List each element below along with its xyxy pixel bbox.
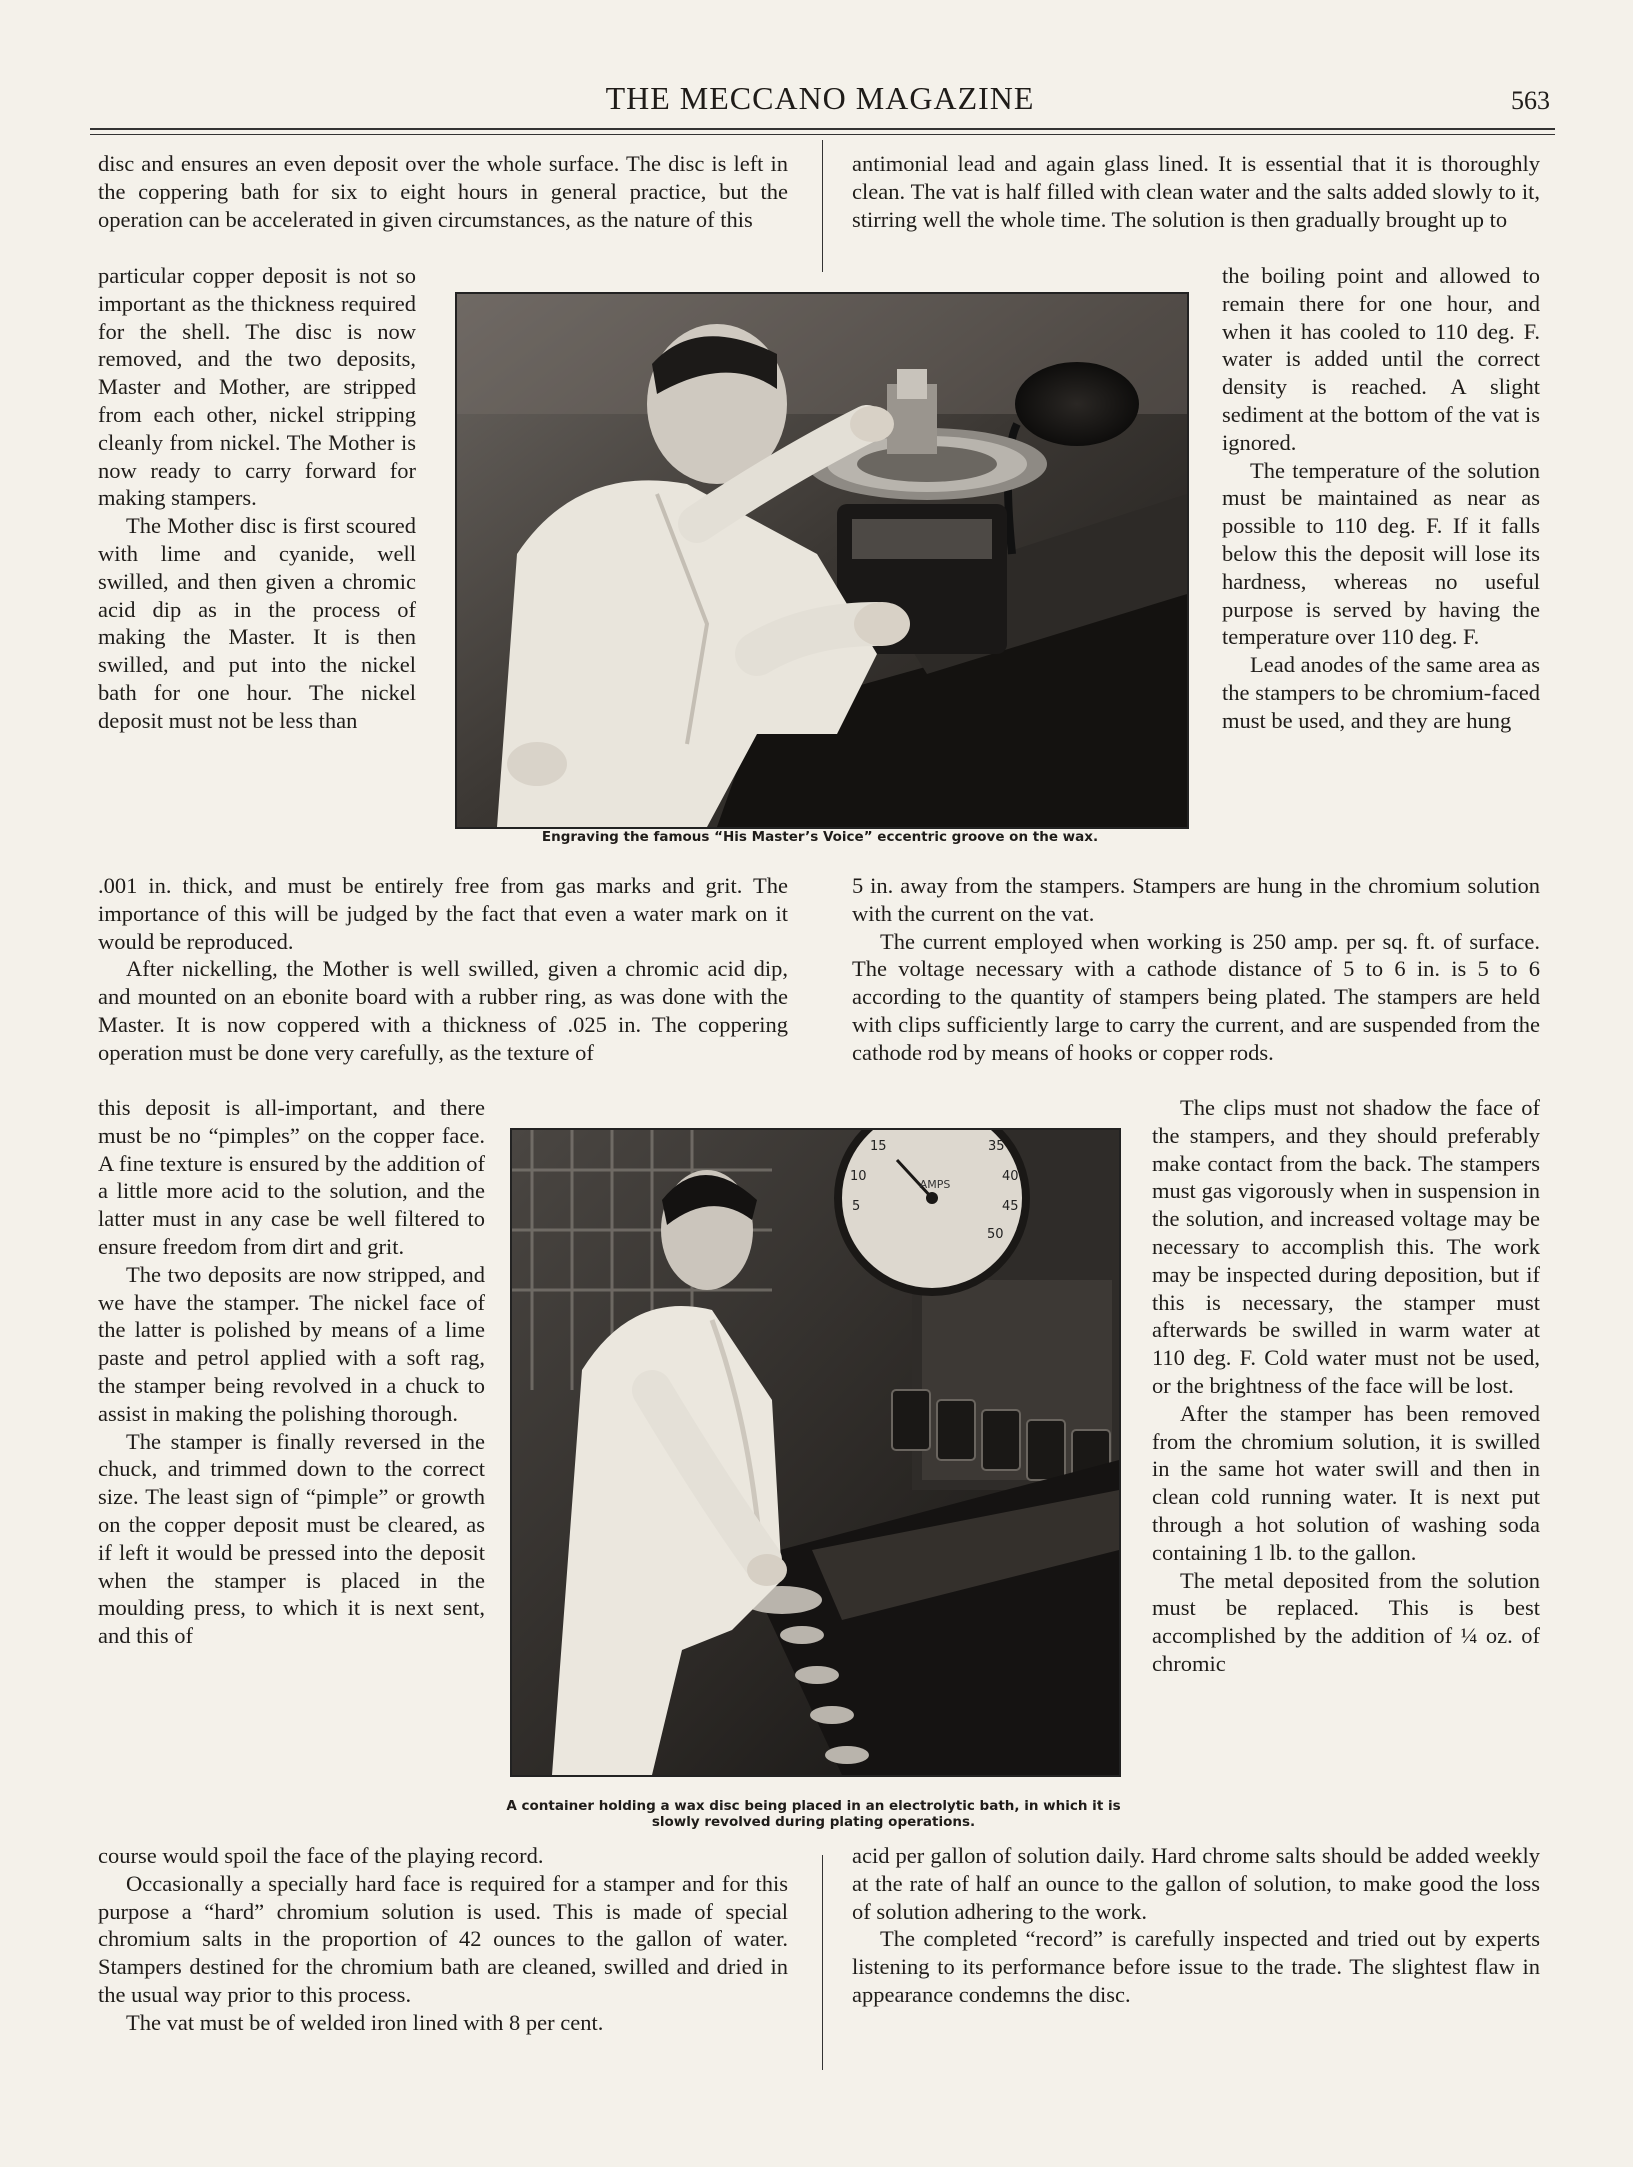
- page-number: 563: [1511, 86, 1550, 115]
- left-text-wrap-b: [98, 1094, 485, 1650]
- ammeter-tick: 50: [987, 1227, 1004, 1242]
- paragraph: particular copper deposit is not so important as the thickness required for the shell. The disc is now removed, and the two deposits, Master and Mother, are stripped from each other, nickel stripping cleanly from nickel. The Mother is now ready to carry forward for making stampers.: [98, 263, 416, 511]
- column-divider-bottom: [822, 1855, 823, 2070]
- magazine-title: THE MECCANO MAGAZINE: [605, 80, 1035, 116]
- photo-engraving-groove: [455, 292, 1189, 829]
- paragraph: The current employed when working is 250 amp. per sq. ft. of surface. The voltage necessary with a cathode distance of 5 to 6 in. is 5 to 6 according to the quantity of stampers being plated. The stampers are held with clips sufficiently large to carry the current, and are suspended from the cathode rod by means of hooks or copper rods.: [852, 928, 1540, 1065]
- photo-engraving-caption: Engraving the famous “His Master’s Voice” eccentric groove on the wax.: [541, 829, 1099, 845]
- paragraph: course would spoil the face of the playing record.: [98, 1843, 544, 1868]
- paragraph: The vat must be of welded iron lined with 8 per cent.: [126, 2009, 604, 2035]
- paragraph: After the stamper has been removed from the chromium solution, it is swilled in the same hot water swill and then in clean cold running water. It is next put through a hot solution of washing soda containing 1 lb. to the gallon.: [1152, 1400, 1540, 1565]
- right-text-mid: [852, 872, 1540, 1067]
- right-text-wrap-b: [1152, 1094, 1540, 1678]
- paragraph: The stamper is finally reversed in the chuck, and trimmed down to the correct size. The least sign of “pimple” or growth on the copper deposit must be cleared, as if left it would be pressed into the deposit when the stamper is placed in the moulding press, to which it is next sent, and this of: [98, 1428, 485, 1649]
- left-text-top: [98, 150, 788, 233]
- paragraph: The clips must not shadow the face of the stampers, and they should preferably make contact from the back. The stampers must gas vigorously when in suspension in the solution, and increased voltage may be necessary to accomplish this. The work may be inspected during deposition, but if this is necessary, the stamper must afterwards be swilled in warm water at 110 deg. F. Cold water must not be used, or the brightness of the face will be lost.: [1152, 1095, 1540, 1398]
- ammeter-tick: 35: [988, 1139, 1005, 1154]
- paragraph: Lead anodes of the same area as the stampers to be chromium-faced must be used, and they are hung: [1222, 652, 1540, 733]
- photo-electrolytic-bath: [510, 1128, 1121, 1777]
- ammeter-tick: 45: [1002, 1199, 1019, 1214]
- paragraph: Occasionally a specially hard face is required for a stamper and for this purpose a “hard” chromium solution is used. This is made of special chromium salts in the proportion of 42 ounces to the gallon of water. Stampers destined for the chromium bath are cleaned, swilled and dried in the usual way prior to this process.: [98, 1870, 788, 2007]
- photo-bath-image: [512, 1130, 1119, 1775]
- left-text-bottom: [98, 1842, 788, 2037]
- paragraph: antimonial lead and again glass lined. It is essential that it is thoroughly clean. The vat is half filled with clean water and the salts added slowly to it, stirring well the whole time. The solution is then gradually brought up to: [852, 151, 1540, 232]
- photo-engraving-image: [457, 294, 1187, 827]
- right-text-bottom: [852, 1842, 1540, 2009]
- header-rule-thin: [90, 134, 1555, 135]
- ammeter-dial: [838, 1130, 1026, 1292]
- ammeter-tick: 10: [850, 1169, 867, 1184]
- paragraph: The temperature of the solution must be maintained as near as possible to 110 deg. F. If it falls below this the deposit will lose its hardness, whereas no useful purpose is served by having the temperature over 110 deg. F.: [1222, 457, 1540, 650]
- ammeter-tick: 40: [1002, 1169, 1019, 1184]
- right-text-top: [852, 150, 1540, 233]
- paragraph: The metal deposited from the solution must be replaced. This is best accomplished by the addition of ¼ oz. of chromic: [1152, 1567, 1540, 1676]
- column-divider-top: [822, 140, 823, 272]
- right-text-wrap-a: [1222, 262, 1540, 735]
- paragraph: this deposit is all-important, and there must be no “pimples” on the copper face. A fine texture is ensured by the addition of a little more acid to the solution, and the latter must in any case be well filtered to ensure freedom from dirt and grit.: [98, 1095, 485, 1259]
- paragraph: The two deposits are now stripped, and we have the stamper. The nickel face of the latter is polished by means of a lime paste and petrol applied with a soft rag, the stamper being revolved in a chuck to assist in making the polishing thorough.: [98, 1261, 485, 1426]
- page-header: [90, 80, 1550, 130]
- paragraph: After nickelling, the Mother is well swilled, given a chromic acid dip, and mounted on an ebonite board with a rubber ring, as was done with the Master. It is now coppered with a thickness of .025 in. The coppering operation must be done very carefully, as the texture of: [98, 956, 788, 1065]
- paragraph: acid per gallon of solution daily. Hard chrome salts should be added weekly at the rate of half an ounce to the gallon of solution, to make good the loss of solution adhering to the work.: [852, 1843, 1540, 1924]
- left-text-wrap-a: [98, 262, 416, 735]
- ammeter-tick: 15: [870, 1139, 887, 1154]
- paragraph: .001 in. thick, and must be entirely free from gas marks and grit. The importance of this will be judged by the fact that even a water mark on it would be reproduced.: [98, 873, 788, 954]
- ammeter-label: AMPS: [919, 1178, 951, 1191]
- paragraph: the boiling point and allowed to remain there for one hour, and when it has cooled to 110 deg. F. water is added until the correct density is reached. A slight sediment at the bottom of the vat is ignored.: [1222, 263, 1540, 455]
- paragraph: 5 in. away from the stampers. Stampers are hung in the chromium solution with the current on the vat.: [852, 873, 1540, 926]
- paragraph: The Mother disc is first scoured with lime and cyanide, well swilled, and then given a chromic acid dip as in the process of making the Master. It is then swilled, and put into the nickel bath for one hour. The nickel deposit must not be less than: [98, 513, 416, 733]
- left-text-mid: [98, 872, 788, 1067]
- paragraph: The completed “record” is carefully inspected and tried out by experts listening to its performance before issue to the trade. The slightest flaw in appearance condemns the disc.: [852, 1926, 1540, 2007]
- ammeter-tick: 5: [852, 1199, 861, 1214]
- photo-bath-caption: A container holding a wax disc being placed in an electrolytic bath, in which it is slowly revolved during plating operations.: [506, 1798, 1121, 1830]
- paragraph: disc and ensures an even deposit over the whole surface. The disc is left in the coppering bath for six to eight hours in general practice, but the operation can be accelerated in given circumstances, as the nature of this: [98, 151, 788, 232]
- header-rule: [90, 128, 1555, 130]
